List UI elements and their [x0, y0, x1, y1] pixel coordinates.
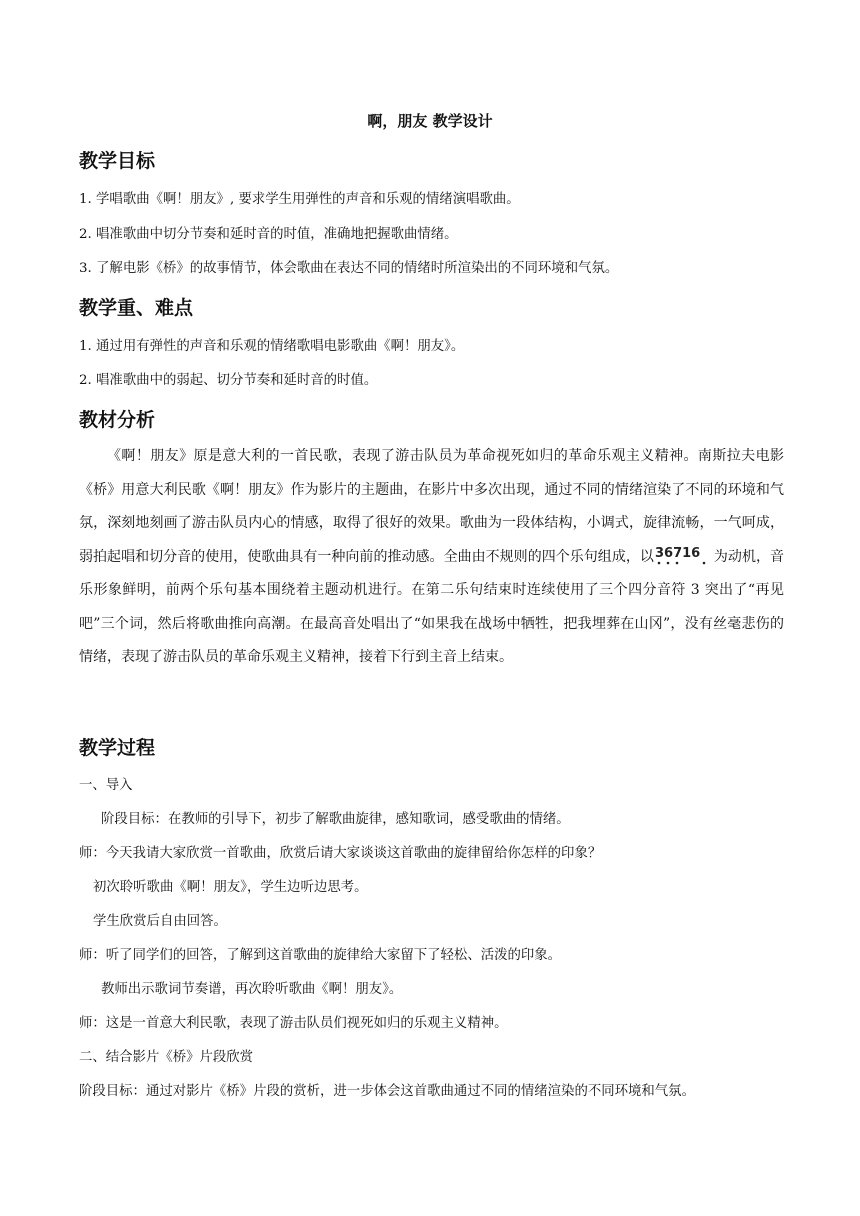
process-line-goal-1: 阶段目标：在教师的引导下，初步了解歌曲旋律，感知歌词，感受歌曲的情绪。 [101, 812, 570, 827]
goal-item-3: 3. 了解电影《桥》的故事情节，体会歌曲在表达不同的情绪时所渲染出的不同环境和气氛。 [79, 261, 619, 276]
notation-digits: 36716 [654, 545, 701, 561]
goal-item-1: 1. 学唱歌曲《啊！朋友》, 要求学生用弹性的声音和乐观的情绪演唱歌曲。 [79, 192, 520, 207]
process-step-intro: 一、导入 [79, 778, 133, 793]
key-point-item-1: 1. 通过用有弹性的声音和乐观的情绪歌唱电影歌曲《啊！朋友》。 [79, 339, 465, 354]
heading-key-points: 教学重、难点 [79, 297, 194, 319]
numbered-notation-motif [654, 545, 714, 567]
process-line-goal-2: 阶段目标：通过对影片《桥》片段的赏析，进一步体会这首歌曲通过不同的情绪渲染的不同环境和气氛。 [79, 1084, 695, 1099]
goal-item-2: 2. 唱准歌曲中切分节奏和延时音的时值，准确地把握歌曲情绪。 [79, 227, 458, 242]
heading-teaching-goals: 教学目标 [79, 150, 156, 172]
process-step-film: 二、结合影片《桥》片段欣赏 [79, 1050, 254, 1065]
process-line-listen-1: 初次聆听歌曲《啊！朋友》，学生边听边思考。 [93, 880, 368, 895]
document-title: 啊，朋友 教学设计 [367, 112, 493, 130]
analysis-text-before: 《啊！朋友》原是意大利的一首民歌，表现了游击队员为革命视死如归的革命乐观主义精神。南斯拉夫电影《桥》用意大利民歌《啊！朋友》作为影片的主题曲，在影片中多次出现，通过不同的情绪渲染了不同的环境和气氛，深刻地刻画了游击队员内心的情感，取得了很好的效果。歌曲为一段体结构，小调式，旋律流畅，一气呵成，弱拍起唱和切分音的使用，使歌曲具有一种向前的推动感。全曲由不规则的四个乐句组成，以 [79, 448, 784, 565]
heading-material-analysis: 教材分析 [79, 409, 156, 431]
analysis-paragraph [79, 440, 784, 675]
process-line-teacher-2: 师：听了同学们的回答，了解到这首歌曲的旋律给大家留下了轻松、活泼的印象。 [79, 948, 562, 963]
analysis-text-after: 为动机，音乐形象鲜明，前两个乐句基本围绕着主题动机进行。在第二乐句结束时连续使用了三个四分音符 3 突出了“再见吧”三个词，然后将歌曲推向高潮。在最高音处唱出了“如果我在战场中牺牲，把我埋葬在山冈”，没有丝毫悲伤的情绪，表现了游击队员的革命乐观主义精神，接着下行到主音上结束。 [79, 548, 784, 665]
key-point-item-2: 2. 唱准歌曲中的弱起、切分节奏和延时音的时值。 [79, 373, 378, 388]
process-line-answer: 学生欣赏后自由回答。 [93, 914, 227, 929]
process-line-teacher-1: 师：今天我请大家欣赏一首歌曲，欣赏后请大家谈谈这首歌曲的旋律留给你怎样的印象？ [79, 846, 602, 861]
process-line-teacher-3: 师：这是一首意大利民歌，表现了游击队员们视死如归的乐观主义精神。 [79, 1016, 508, 1031]
process-line-listen-2: 教师出示歌词节奏谱，再次聆听歌曲《啊！朋友》。 [101, 982, 403, 997]
heading-teaching-process: 教学过程 [79, 737, 156, 759]
